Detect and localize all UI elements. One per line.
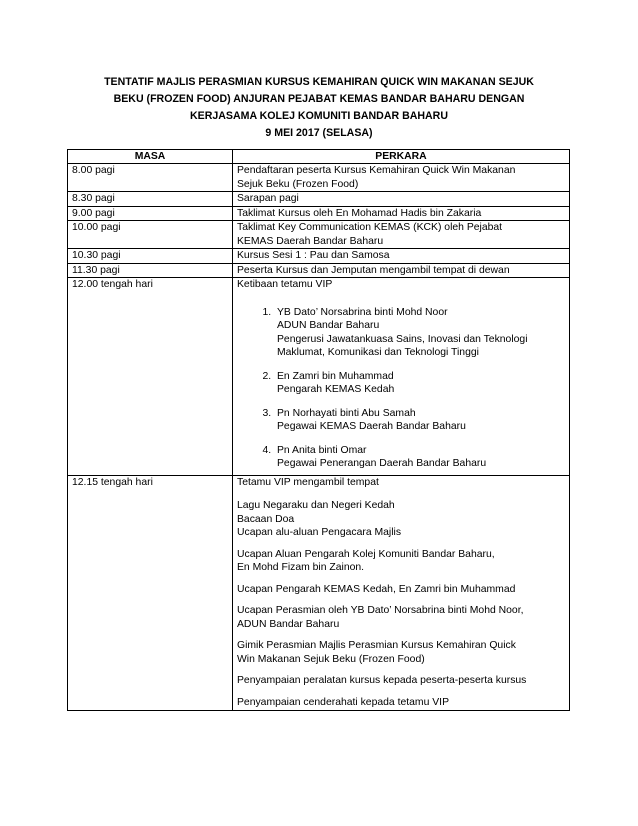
row-activity bbox=[233, 221, 570, 249]
row-time: 12.15 tengah hari bbox=[68, 475, 233, 711]
row-time: 12.00 tengah hari bbox=[68, 278, 233, 476]
document-title bbox=[60, 74, 578, 142]
row-activity: Kursus Sesi 1 : Pau dan Samosa bbox=[233, 249, 570, 264]
vip-guest-list bbox=[237, 306, 565, 471]
row-time: 8.30 pagi bbox=[68, 192, 233, 207]
vip-guest bbox=[274, 306, 565, 360]
program-item-line: Ucapan Aluan Pengarah Kolej Komuniti Bandar Baharu, bbox=[237, 548, 495, 560]
program-item: Ucapan alu-aluan Pengacara Majlis bbox=[237, 527, 402, 538]
vip-intro: Ketibaan tetamu VIP bbox=[237, 279, 333, 290]
guest-name: 2. En Zamri bin Muhammad bbox=[277, 370, 394, 382]
title-date: 9 MEI 2017 (SELASA) bbox=[265, 127, 373, 139]
activity-line: Pendaftaran peserta Kursus Kemahiran Quick Win Makanan bbox=[237, 165, 516, 176]
guest-title: Pegawai KEMAS Daerah Bandar Baharu bbox=[277, 421, 466, 432]
program-item: Lagu Negaraku dan Negeri Kedah bbox=[237, 500, 395, 511]
guest-name: 1. YB Dato’ Norsabrina binti Mohd Noor bbox=[277, 306, 448, 318]
table-row-vip bbox=[68, 278, 570, 476]
vip-guest bbox=[274, 444, 565, 471]
guest-title: Pengerusi Jawatankuasa Sains, Inovasi dan Teknologi bbox=[277, 333, 528, 345]
activity-line: KEMAS Daerah Bandar Baharu bbox=[237, 235, 384, 247]
guest-title: Pegawai Penerangan Daerah Bandar Baharu bbox=[277, 458, 487, 469]
row-activity: Peserta Kursus dan Jemputan mengambil tempat di dewan bbox=[233, 263, 570, 278]
vip-guest bbox=[274, 370, 565, 397]
row-time: 10.00 pagi bbox=[68, 221, 233, 249]
guest-title: ADUN Bandar Baharu bbox=[277, 320, 380, 331]
table-row bbox=[68, 221, 570, 249]
program-item-line: En Mohd Fizam bin Zainon. bbox=[237, 562, 365, 573]
row-activity bbox=[233, 164, 570, 192]
program-item: Ucapan Pengarah KEMAS Kedah, En Zamri bin Muhammad bbox=[237, 583, 516, 595]
schedule-table bbox=[67, 149, 570, 711]
table-row bbox=[68, 249, 570, 264]
guest-name: 4. Pn Anita binti Omar bbox=[277, 444, 367, 456]
row-time: 8.00 pagi bbox=[68, 164, 233, 192]
title-line-1: TENTATIF MAJLIS PERASMIAN KURSUS KEMAHIRAN QUICK WIN MAKANAN SEJUK bbox=[104, 76, 534, 88]
header-masa: MASA bbox=[68, 150, 233, 164]
table-row bbox=[68, 192, 570, 207]
program-item bbox=[237, 639, 565, 666]
program-item-line: Gimik Perasmian Majlis Perasmian Kursus Kemahiran Quick bbox=[237, 640, 516, 651]
vip-guest bbox=[274, 407, 565, 434]
activity-line: Sejuk Beku (Frozen Food) bbox=[237, 178, 359, 190]
title-line-3: KERJASAMA KOLEJ KOMUNITI BANDAR BAHARU bbox=[190, 110, 448, 122]
table-header-row bbox=[68, 150, 570, 164]
program-item-line: Win Makanan Sejuk Beku (Frozen Food) bbox=[237, 653, 425, 665]
program-item: Penyampaian cenderahati kepada tetamu VIP bbox=[237, 696, 449, 708]
row-time: 11.30 pagi bbox=[68, 263, 233, 278]
row-activity bbox=[233, 475, 570, 711]
table-row-program bbox=[68, 475, 570, 711]
table-row bbox=[68, 164, 570, 192]
row-activity bbox=[233, 278, 570, 476]
program-item bbox=[237, 548, 565, 575]
program-item-line: ADUN Bandar Baharu bbox=[237, 618, 340, 630]
program-item-line: Ucapan Perasmian oleh YB Dato’ Norsabrina binti Mohd Noor, bbox=[237, 605, 524, 616]
activity-line: Taklimat Key Communication KEMAS (KCK) oleh Pejabat bbox=[237, 222, 503, 233]
table-row bbox=[68, 263, 570, 278]
program-item-group bbox=[237, 499, 565, 540]
row-time: 9.00 pagi bbox=[68, 206, 233, 221]
table-row bbox=[68, 206, 570, 221]
title-line-2: BEKU (FROZEN FOOD) ANJURAN PEJABAT KEMAS BANDAR BAHARU DENGAN bbox=[113, 93, 525, 105]
row-activity: Taklimat Kursus oleh En Mohamad Hadis bin Zakaria bbox=[233, 206, 570, 221]
program-item: Penyampaian peralatan kursus kepada peserta-peserta kursus bbox=[237, 675, 527, 686]
row-activity: Sarapan pagi bbox=[233, 192, 570, 207]
program-item: Bacaan Doa bbox=[237, 513, 295, 525]
row-time: 10.30 pagi bbox=[68, 249, 233, 264]
guest-title: Pengarah KEMAS Kedah bbox=[277, 384, 395, 395]
program-item bbox=[237, 604, 565, 631]
program-item: Tetamu VIP mengambil tempat bbox=[237, 476, 379, 488]
guest-name: 3. Pn Norhayati binti Abu Samah bbox=[277, 407, 416, 419]
header-perkara: PERKARA bbox=[233, 150, 570, 164]
guest-title: Maklumat, Komunikasi dan Teknologi Tinggi bbox=[277, 347, 479, 358]
